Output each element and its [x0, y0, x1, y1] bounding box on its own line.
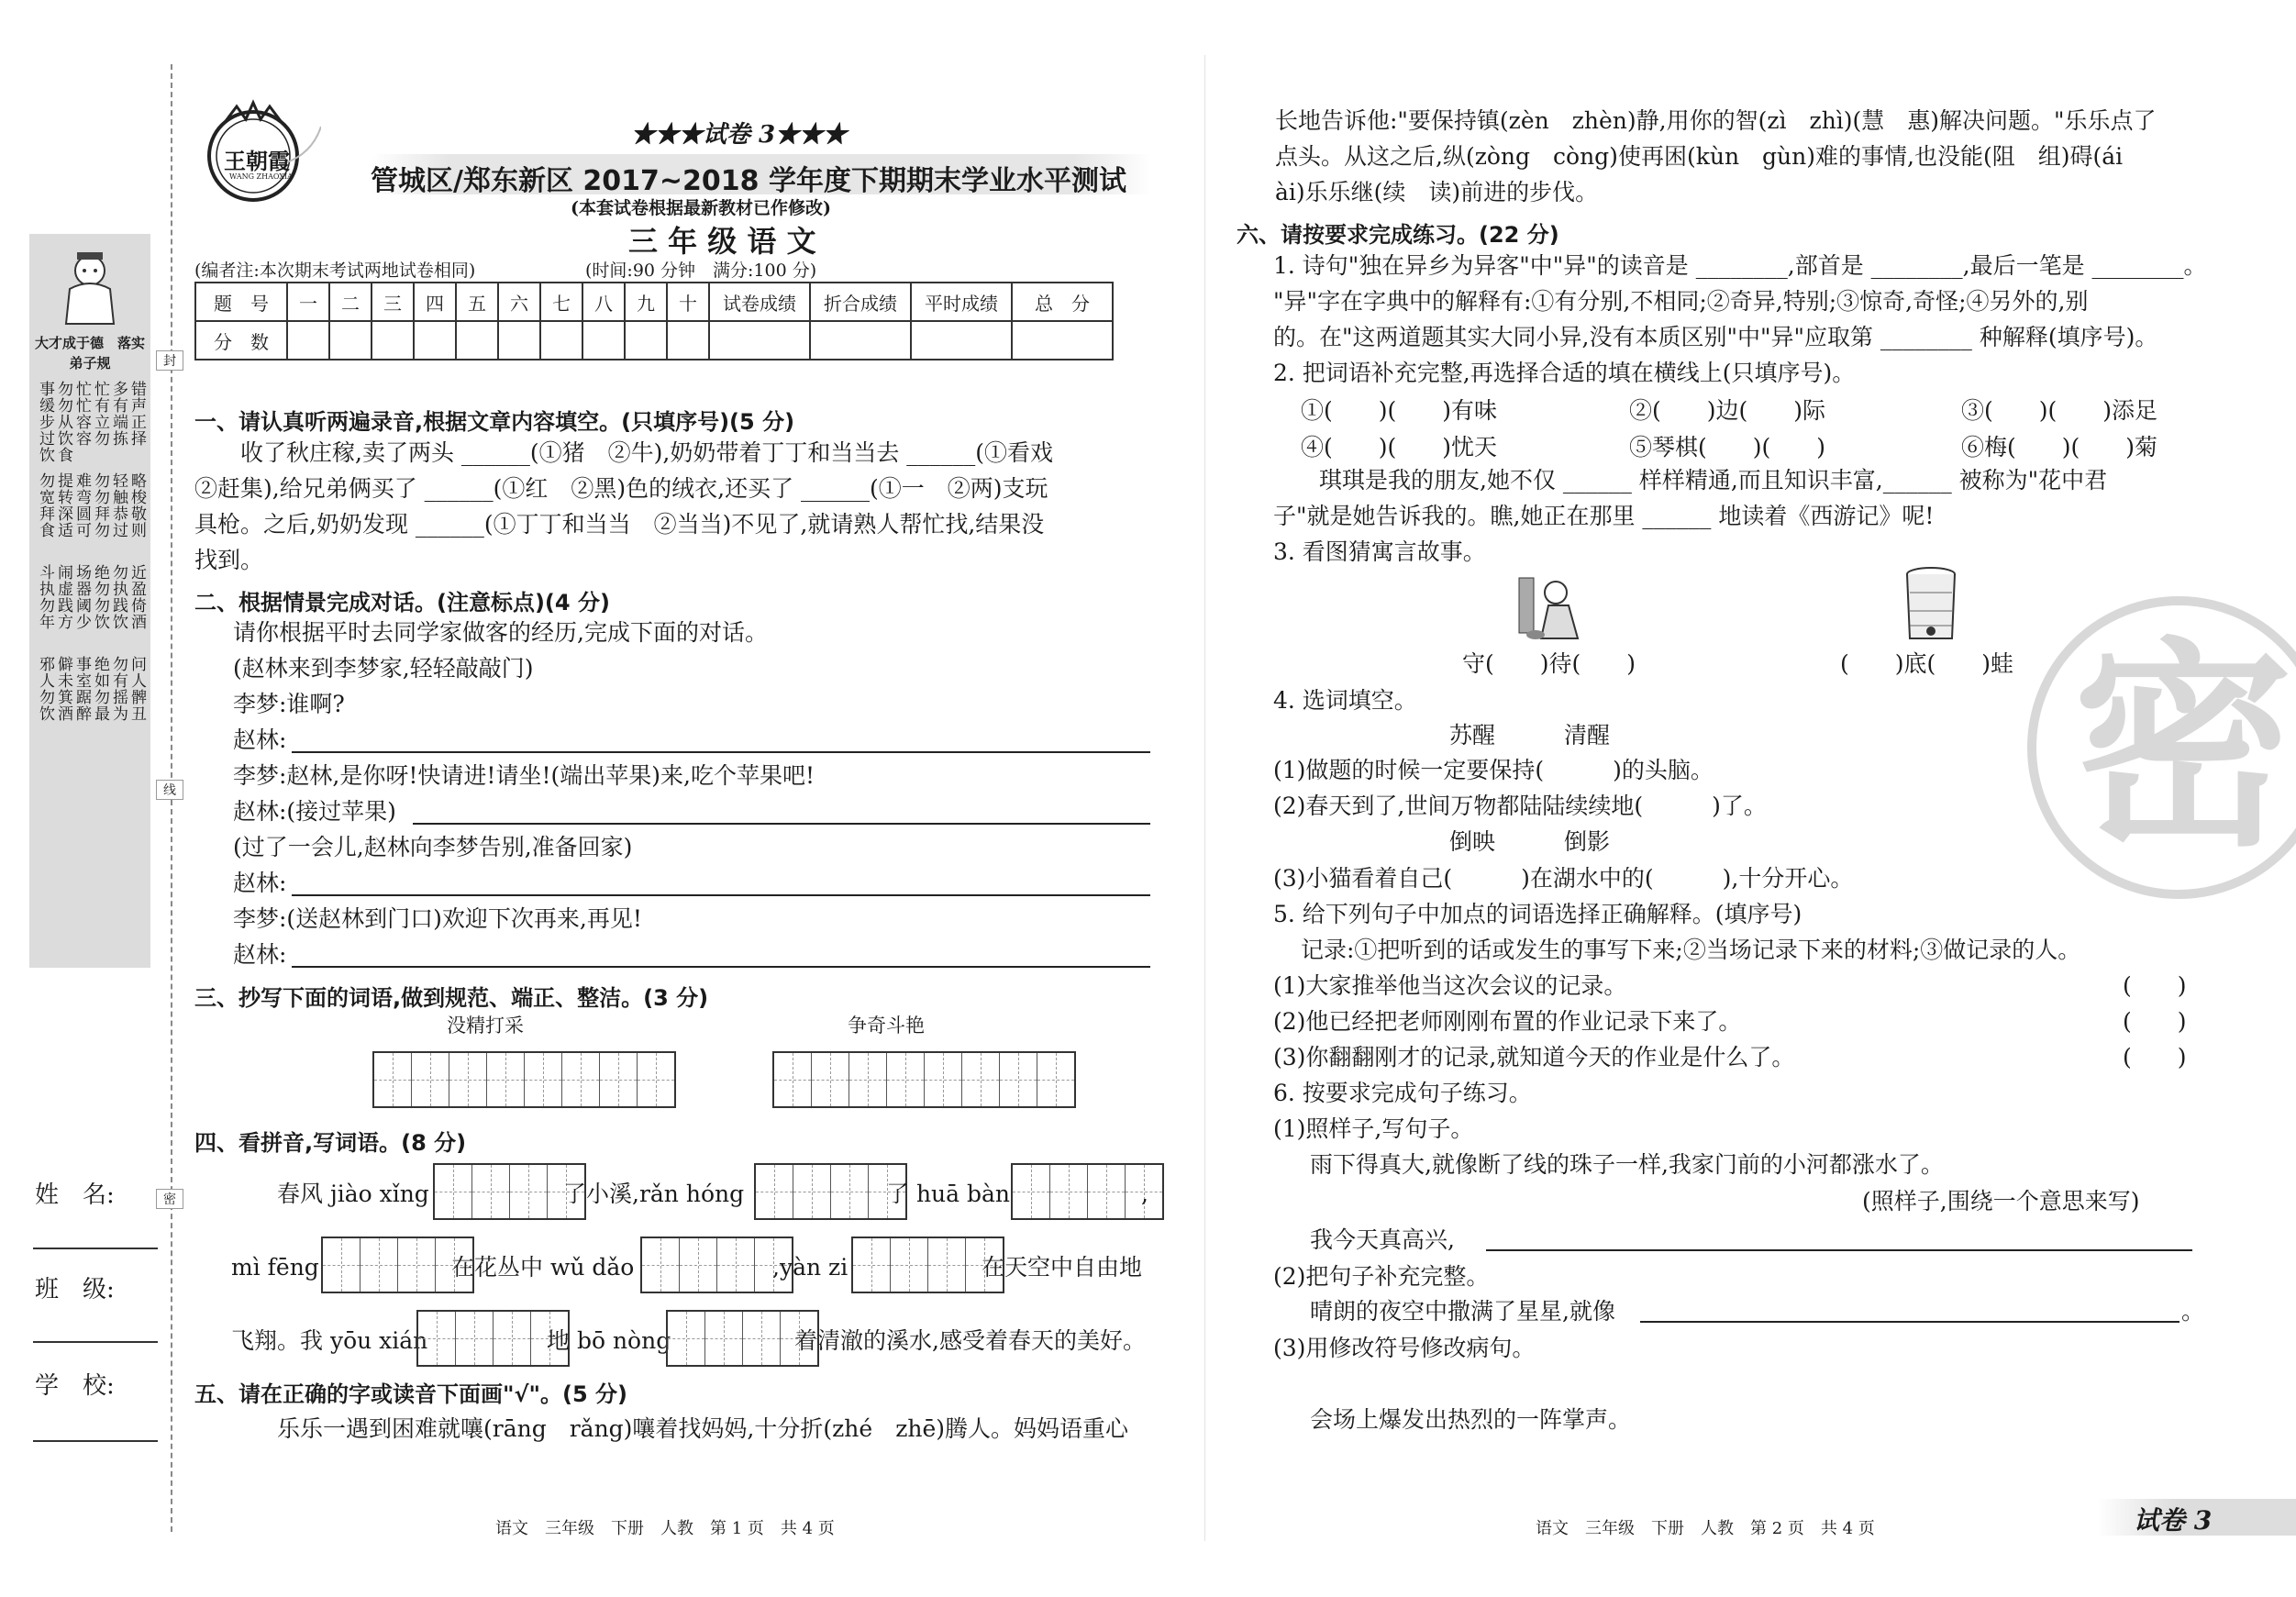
name-label: 姓 名: [35, 1181, 115, 1209]
answer-line[interactable] [292, 964, 1150, 968]
page-divider [1204, 55, 1205, 1541]
cartoon-scholar-icon [57, 243, 123, 326]
score-cell[interactable] [625, 321, 667, 360]
pinyin-text: 了 huā bàn [886, 1181, 1011, 1207]
q6-answer-line-1[interactable] [1486, 1248, 2192, 1251]
proverb-column: 斗执勿年 [36, 564, 54, 630]
proverb-column: 忙忙容容 [72, 381, 91, 447]
part5-title: 五、请在正确的字或读音下面画"√"。(5 分) [194, 1381, 628, 1407]
pinyin-text: 在天空中自由地 [982, 1254, 1143, 1281]
text-line: (过了一会儿,赵林向李梦告别,准备回家) [233, 834, 633, 860]
editor-note: (编者注:本次期末考试两地试卷相同) [194, 261, 476, 281]
speaker-label: 赵林: [233, 870, 287, 896]
copy-word-1: 没精打采 [447, 1015, 524, 1037]
idiom-item: ④( )( )忧天 [1301, 434, 1498, 460]
score-cell[interactable] [709, 321, 810, 360]
proverb-column: 绝如勿最 [91, 656, 109, 722]
logo-text: 王朝霞 [224, 148, 290, 174]
q6-sub-3: (3)用修改符号修改病句。 [1273, 1335, 1536, 1361]
text-line: 收了秋庄稼,卖了两头 ______(①猪 ②牛),奶奶带着丁丁和当当去 ______(①看戏 [194, 439, 1054, 466]
q5-item: (1)大家推举他当这次会议的记录。 [1273, 972, 1627, 999]
part5-line: 长地告诉他:"要保持镇(zèn zhèn)静,用你的智(zì zhì)(慧 惠)解决问题。"乐乐点了 [1275, 107, 2157, 134]
footer-left: 语文 三年级 下册 人教 第 1 页 共 4 页 [495, 1519, 835, 1538]
score-cell[interactable] [1012, 321, 1113, 360]
answer-line[interactable] [292, 749, 1150, 753]
q4-block [1273, 752, 1767, 824]
score-cell[interactable] [810, 321, 911, 360]
q4-word-options: 倒映 倒影 [1449, 828, 1611, 855]
q6-answer-line-2[interactable] [1640, 1319, 2180, 1323]
text-line: 李梦:(送赵林到门口)欢迎下次再来,再见! [233, 905, 642, 932]
proverb-column: 忙有立勿 [91, 381, 109, 447]
logo-subtext: WANG ZHAOXIA [229, 172, 293, 181]
proverb-column: 勿执践饮 [109, 564, 128, 630]
speaker-label: 赵林:(接过苹果) [233, 798, 396, 825]
school-label: 学 校: [35, 1372, 115, 1400]
score-cell[interactable] [372, 321, 414, 360]
score-header-cell: 一 [287, 283, 329, 321]
class-label: 班 级: [35, 1276, 115, 1303]
proverb-column: 闹虚践方 [54, 564, 72, 630]
answer-line[interactable] [292, 893, 1150, 896]
q5-item: (2)他已经把老师刚刚布置的作业记录下来了。 [1273, 1008, 1742, 1035]
q6-sub: (1)照样子,写句子。 [1273, 1115, 1474, 1142]
idiom-item: ⑥梅( )( )菊 [1961, 434, 2158, 460]
paper-title: 管城区/郑东新区 2017~2018 学年度下期期末学业水平测试 [371, 165, 1126, 197]
score-cell[interactable] [287, 321, 329, 360]
score-cell[interactable] [582, 321, 625, 360]
score-header-cell: 八 [582, 283, 625, 321]
part4-title: 四、看拼音,写词语。(8 分) [194, 1130, 467, 1156]
proverb-column: 多有端拣 [109, 381, 128, 447]
score-cell[interactable] [414, 321, 456, 360]
proverb-column: 僻未箕酒 [54, 656, 72, 722]
q6-sub-2: (2)把句子补充完整。 [1273, 1263, 1490, 1290]
score-header-cell: 九 [625, 283, 667, 321]
footer-right: 语文 三年级 下册 人教 第 2 页 共 4 页 [1536, 1519, 1875, 1538]
proverb-column: 近盈倚酒 [128, 564, 146, 630]
idiom-item: ①( )( )有味 [1301, 397, 1498, 424]
pinyin-text: ,yàn zi [772, 1254, 849, 1281]
q1-block [1273, 248, 2207, 391]
dialogue-line [233, 793, 1150, 829]
paper-tag: ★★★试卷 3★★★ [631, 121, 848, 149]
score-cell[interactable] [911, 321, 1012, 360]
q6-example: 雨下得真大,就像断了线的珠子一样,我家门前的小河都涨水了。 [1310, 1151, 1944, 1178]
idiom-item: ⑤琴棋( )( ) [1629, 434, 1826, 460]
proverb-column: 邪人勿饮 [36, 656, 54, 722]
copy-grid-1[interactable] [372, 1051, 676, 1108]
text-line: 李梦:赵林,是你呀!快请进!请坐!(端出苹果)来,吃个苹果吧! [233, 762, 815, 789]
copy-word-2: 争奇斗艳 [848, 1015, 925, 1037]
proverb-column: 难弯圆可 [72, 472, 91, 538]
score-header-cell: 四 [414, 283, 456, 321]
part5-line: 点头。从这之后,纵(zòng còng)使再困(kùn gùn)难的事情,也没能(阻 组)碍(ái [1275, 143, 2124, 170]
part6-title: 六、请按要求完成练习。(22 分) [1237, 222, 1559, 248]
fable-frog-well-image [1899, 565, 1963, 644]
pinyin-grid[interactable] [640, 1237, 793, 1293]
score-header-cell: 总 分 [1012, 283, 1113, 321]
score-header-cell: 平时成绩 [911, 283, 1012, 321]
q4-line: (1)做题的时候一定要保持( )的头脑。 [1273, 757, 1714, 783]
q2-title: 2. 把词语补充完整,再选择合适的填在横线上(只填序号)。 [1273, 360, 1856, 386]
footer-tag [2097, 1499, 2296, 1536]
pinyin-text: 了小溪,rǎn hóng [563, 1181, 745, 1207]
q6-example-note: (照样子,围绕一个意思来写) [1862, 1188, 2140, 1214]
part3-title: 三、抄写下面的词语,做到规范、端正、整洁。(3 分) [194, 985, 709, 1011]
proverb-column: 轻触恭过 [109, 472, 128, 538]
part5-line: 乐乐一遇到困难就嚷(rāng rǎng)嚷着找妈妈,十分折(zhé zhē)腾人。妈妈语重心 [277, 1415, 1129, 1442]
q2-passage [1273, 462, 2107, 570]
q6-sentence: 会场上爆发出热烈的一阵掌声。 [1310, 1406, 1632, 1433]
school-field[interactable] [33, 1440, 158, 1442]
score-header-cell: 五 [456, 283, 498, 321]
pinyin-grid[interactable] [754, 1163, 907, 1220]
part1-body [194, 435, 1053, 578]
proverb-column: 绝勿勿饮 [91, 564, 109, 630]
q4-block-2 [1273, 860, 2080, 1182]
speaker-label: 赵林: [233, 941, 287, 968]
pinyin-text: 地 bō nòng [547, 1327, 671, 1354]
q5-item: (3)你翻翻刚才的记录,就知道今天的作业是什么了。 [1273, 1044, 1795, 1070]
score-header-cell: 题 号 [195, 283, 287, 321]
proverb-column: 勿宽拜食 [36, 472, 54, 538]
score-header-cell: 试卷成绩 [709, 283, 810, 321]
q3-title: 3. 看图猜寓言故事。 [1273, 538, 1486, 565]
proverb-column: 勿有摇为 [109, 656, 128, 722]
proverb-column: 勿勿拜勿 [91, 472, 109, 538]
proverb-panel [29, 234, 150, 968]
proverb-column: 略梭敬则 [128, 472, 146, 538]
part5-line: ài)乐乐继(续 读)前进的步伐。 [1275, 179, 1599, 205]
fable-rabbit-tree-image [1515, 569, 1589, 642]
part2-body [233, 615, 1150, 972]
seal-mark-feng: 封 [156, 350, 183, 371]
q6-start-2: 晴朗的夜空中撒满了星星,就像 [1310, 1298, 1615, 1325]
fable-idiom-1: 守( )待( ) [1462, 650, 1636, 677]
class-field[interactable] [33, 1341, 158, 1343]
answer-line[interactable] [413, 821, 1150, 825]
idiom-item: ②( )边( )际 [1629, 397, 1826, 424]
score-header-cell: 六 [498, 283, 540, 321]
score-header-cell: 三 [372, 283, 414, 321]
text-line: 找到。 [194, 547, 264, 573]
pinyin-text: 着清澈的溪水,感受着春天的美好。 [794, 1327, 1146, 1354]
revision-note: (本套试卷根据最新教材已作修改) [571, 198, 831, 218]
proverb-column: 错声正择 [128, 381, 146, 447]
name-field[interactable] [33, 1248, 158, 1249]
score-cell[interactable] [456, 321, 498, 360]
q1-line: "异"字在字典中的解释有:①有分别,不相同;②奇异,特别;③惊奇,奇怪;④另外的,别 [1273, 288, 2089, 315]
motto: 大才成于德 落实弟子规 [35, 335, 146, 372]
score-cell[interactable] [498, 321, 540, 360]
dialogue-line [233, 865, 1150, 901]
proverb-column: 勿勿从饮食 [54, 381, 72, 463]
copy-grid-2[interactable] [772, 1051, 1076, 1108]
score-cell[interactable] [540, 321, 582, 360]
q5-title: 5. 给下列句子中加点的词语选择正确解释。(填序号) [1273, 901, 1802, 927]
score-cell[interactable] [329, 321, 372, 360]
part5-continued [1275, 103, 2157, 210]
proverb-column: 提转深适 [54, 472, 72, 538]
part2-title: 二、根据情景完成对话。(注意标点)(4 分) [194, 590, 610, 616]
pinyin-text: mì fēng [231, 1254, 319, 1281]
time-score: (时间:90 分钟 满分:100 分) [585, 261, 817, 281]
fable-idiom-2: ( )底( )蛙 [1840, 650, 2014, 677]
pinyin-text: , [1141, 1181, 1148, 1207]
score-header-cell: 十 [667, 283, 709, 321]
seal-mark-xian: 线 [156, 780, 183, 800]
q4-title: 4. 选词填空。 [1273, 687, 1417, 714]
q2-line: 琪琪是我的朋友,她不仅 ______ 样样精通,而且知识丰富,______ 被称为"花中君 [1273, 467, 2108, 494]
proverb-column: 事缓步过饮 [36, 381, 54, 463]
q1-line: 1. 诗句"独在异乡为异客"中"异"的读音是 ________,部首是 ________,最后一笔是 ________。 [1273, 252, 2207, 279]
q4-line: (2)春天到了,世间万物都陆陆续续地( )了。 [1273, 793, 1767, 819]
answer-paren[interactable]: ( ) [2123, 1008, 2187, 1035]
q5-definition: 记录:①把听到的话或发生的事写下来;②当场记录下来的材料;③做记录的人。 [1301, 937, 2081, 963]
secret-watermark-icon [2027, 596, 2296, 899]
score-table-header-row [195, 283, 1113, 321]
score-header-cell: 折合成绩 [810, 283, 911, 321]
proverb-column: 场器阈少 [72, 564, 91, 630]
q6-end-2: 。 [2181, 1298, 2205, 1325]
text-line: 请你根据平时去同学家做客的经历,完成下面的对话。 [233, 619, 768, 646]
binding-margin [0, 0, 174, 1597]
score-row-label: 分 数 [195, 321, 287, 360]
brand-logo [193, 99, 321, 209]
pinyin-text: 春风 jiào xǐng [277, 1181, 429, 1207]
q6-start-1: 我今天真高兴, [1310, 1226, 1455, 1253]
pinyin-text: 飞翔。我 yōu xián [231, 1327, 428, 1354]
pinyin-text: 在花丛中 wǔ dǎo [451, 1254, 635, 1281]
text-line: (赵林来到李梦家,轻轻敲敲门) [233, 655, 534, 682]
q4-word-options: 苏醒 清醒 [1449, 722, 1611, 749]
part1-title: 一、请认真听两遍录音,根据文章内容填空。(只填序号)(5 分) [194, 409, 795, 435]
score-table [194, 282, 1114, 360]
proverb-column: 事室踞醉 [72, 656, 91, 722]
answer-paren[interactable]: ( ) [2123, 972, 2187, 999]
text-line: 李梦:谁啊? [233, 691, 345, 717]
subject-title: 三 年 级 语 文 [628, 224, 816, 259]
answer-paren[interactable]: ( ) [2123, 1044, 2187, 1070]
q4-line: (3)小猫看着自己( )在湖水中的( ),十分开心。 [1273, 865, 1854, 892]
q1-line: 的。在"这两道题其实大同小异,没有本质区别"中"异"应取第 ________ 种解释(填序号)。 [1273, 324, 2158, 350]
text-line: ②赶集),给兄弟俩买了 ______(①红 ②黑)色的绒衣,还买了 ______(①一 ②两)支玩 [194, 475, 1048, 502]
score-table-score-row [195, 321, 1113, 360]
q6-title: 6. 按要求完成句子练习。 [1273, 1080, 1532, 1106]
text-line: 具枪。之后,奶奶发现 ______(①丁丁和当当 ②当当)不见了,就请熟人帮忙找,结果没 [194, 511, 1045, 538]
footer-tag-text: 试卷 3 [2134, 1505, 2213, 1536]
score-header-cell: 七 [540, 283, 582, 321]
watermark-char: 密 [2073, 619, 2294, 876]
seal-mark-mi: 密 [156, 1189, 183, 1209]
score-cell[interactable] [667, 321, 709, 360]
q2-line: 子"就是她告诉我的。瞧,她正在那里 ______ 地读着《西游记》呢! [1273, 503, 1935, 529]
speaker-label: 赵林: [233, 726, 287, 753]
idiom-item: ③( )( )添足 [1961, 397, 2158, 424]
score-header-cell: 二 [329, 283, 372, 321]
dialogue-line [233, 937, 1150, 972]
proverb-column: 问人髀丑 [128, 656, 146, 722]
dialogue-line [233, 722, 1150, 758]
